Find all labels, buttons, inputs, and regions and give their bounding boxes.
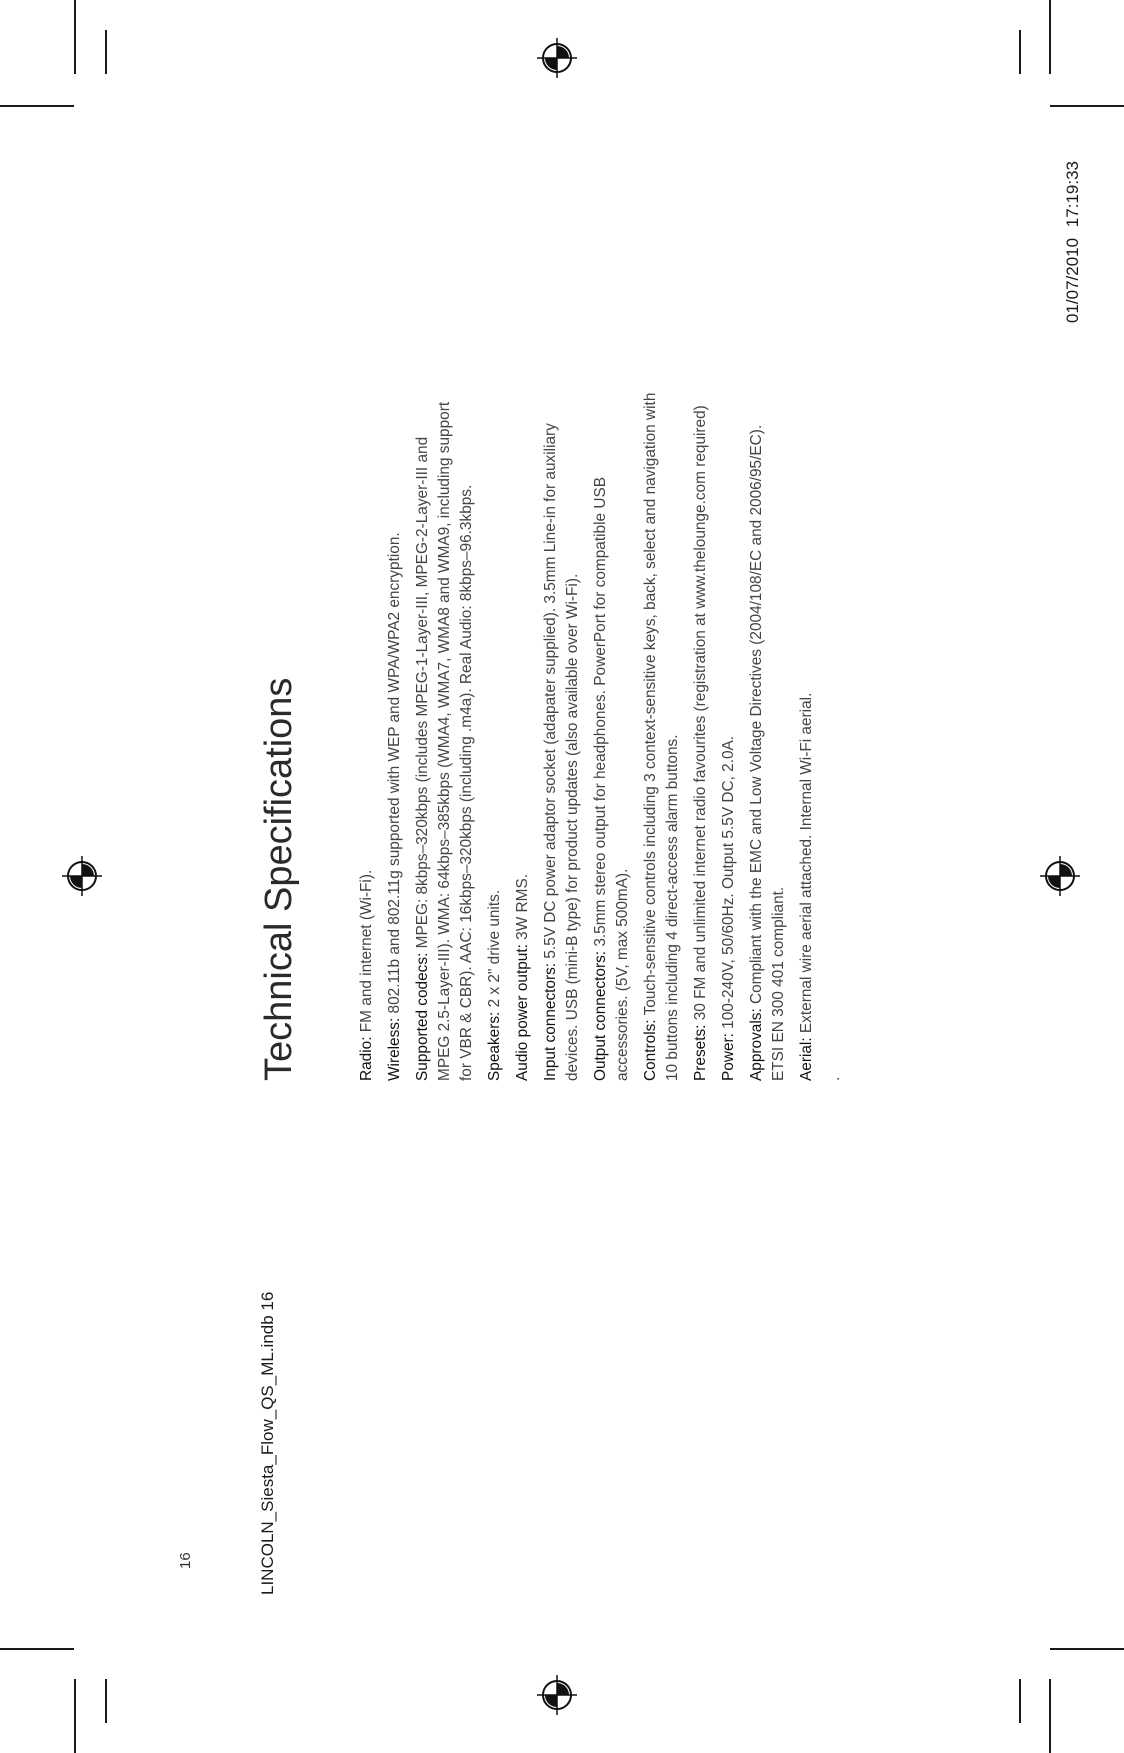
spec-label: Output connectors: bbox=[592, 950, 609, 1081]
spec-label: Controls: bbox=[642, 1019, 659, 1081]
spec-label: Audio power output: bbox=[514, 944, 531, 1081]
print-timestamp: 01/07/2010 17:19:33 bbox=[1063, 161, 1082, 323]
spec-text: External wire aerial attached. Internal Wi-Fi aerial. bbox=[798, 692, 815, 1038]
trailing-mark: . bbox=[826, 1076, 843, 1081]
spec-label: Supported codecs: bbox=[414, 952, 431, 1081]
spec-speakers bbox=[484, 391, 506, 1081]
file-info-slug: LINCOLN_Siesta_Flow_QS_ML.indb 16 bbox=[258, 1291, 277, 1595]
spec-output-connectors bbox=[590, 391, 634, 1081]
spec-audio-power-output bbox=[512, 391, 534, 1081]
spec-text: Compliant with the EMC and Low Voltage Directives (2004/108/EC and 2006/95/EC). ETSI EN 300 401 compliant. bbox=[748, 424, 787, 1081]
spec-text: 30 FM and unlimited internet radio favourites (registration at www.thelounge.com required) bbox=[692, 405, 709, 1025]
spec-text: 100-240V, 50/60Hz. Output 5.5V DC, 2.0A. bbox=[720, 735, 737, 1034]
spec-presets bbox=[690, 391, 712, 1081]
spec-label: Radio: bbox=[358, 1036, 375, 1081]
spec-text: Touch-sensitive controls including 3 context-sensitive keys, back, select and navigation with 10 buttons including 4 direct-access alarm buttons. bbox=[642, 392, 681, 1081]
spec-label: Approvals: bbox=[748, 1008, 765, 1081]
spec-text: MPEG: 8kbps–320kbps (includes MPEG-1-Layer-III, MPEG-2-Layer-III and MPEG 2.5-Layer-III). WMA: 64kbps–385kbps (WMA4, WMA7, WMA8 and WMA9, including support for VBR & CBR). AAC: 16kbps–320kbps (including .m4a). Real Audio: 8kbps–96.3kbps. bbox=[414, 401, 475, 1081]
spec-label: Power: bbox=[720, 1033, 737, 1081]
spec-input-connectors bbox=[540, 391, 584, 1081]
spec-label: Wireless: bbox=[386, 1017, 403, 1081]
page-number: 16 bbox=[177, 1552, 194, 1569]
spec-controls bbox=[640, 391, 684, 1081]
spec-label: Input connectors: bbox=[542, 962, 559, 1081]
page-title: Technical Specifications bbox=[258, 677, 300, 1081]
spec-label: Presets: bbox=[692, 1024, 709, 1081]
spec-label: Speakers: bbox=[486, 1011, 503, 1081]
spec-text: 5.5V DC power adaptor socket (adapater supplied). 3.5mm Line-in for auxiliary devices. USB (mini-B type) for product updates (also available over Wi-Fi). bbox=[542, 423, 581, 1081]
spec-radio bbox=[356, 391, 378, 1081]
spec-text: 802.11b and 802.11g supported with WEP and WPA/WPA2 encryption. bbox=[386, 532, 403, 1018]
spec-text: 3W RMS. bbox=[514, 873, 531, 945]
spec-supported-codecs bbox=[412, 391, 478, 1081]
spec-text: 3.5mm stereo output for headphones. PowerPort for compatible USB accessories. (5V, max 500mA). bbox=[592, 477, 631, 1081]
spec-aerial bbox=[796, 391, 818, 1081]
spec-text: FM and internet (Wi-Fi). bbox=[358, 869, 375, 1037]
spec-label: Aerial: bbox=[798, 1037, 815, 1081]
spec-text: 2 x 2" drive units. bbox=[486, 889, 503, 1012]
spec-wireless bbox=[384, 391, 406, 1081]
spec-approvals bbox=[746, 391, 790, 1081]
specs-list bbox=[356, 391, 846, 1081]
spec-power bbox=[718, 391, 740, 1081]
